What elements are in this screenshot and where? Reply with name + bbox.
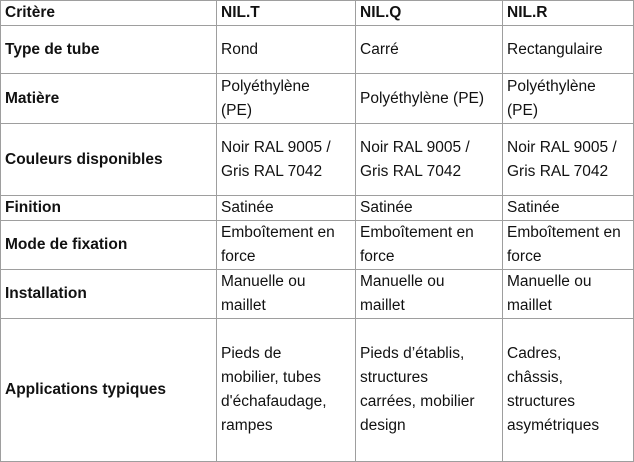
cell-nil-r: Satinée: [503, 196, 634, 221]
cell-nil-t: Noir RAL 9005 / Gris RAL 7042: [217, 124, 356, 196]
row-label: Installation: [1, 270, 217, 319]
cell-nil-t: Polyéthylène (PE): [217, 74, 356, 124]
cell-nil-r: Rectangulaire: [503, 26, 634, 74]
header-nil-t: NIL.T: [217, 1, 356, 26]
cell-nil-q: Manuelle ou maillet: [356, 270, 503, 319]
header-nil-r: NIL.R: [503, 1, 634, 26]
cell-nil-r: Polyéthylène (PE): [503, 74, 634, 124]
cell-nil-q: Noir RAL 9005 / Gris RAL 7042: [356, 124, 503, 196]
row-label: Mode de fixation: [1, 221, 217, 270]
header-nil-q: NIL.Q: [356, 1, 503, 26]
table-row-mode-de-fixation: [1, 221, 634, 270]
row-label: Matière: [1, 74, 217, 124]
table-row-couleurs-disponibles: [1, 124, 634, 196]
cell-nil-r: Cadres, châssis, structures asymétriques: [503, 319, 634, 462]
header-criterion: Critère: [1, 1, 217, 26]
table-row-matiere: [1, 74, 634, 124]
row-label: Finition: [1, 196, 217, 221]
cell-nil-t: Manuelle ou maillet: [217, 270, 356, 319]
table-row-installation: [1, 270, 634, 319]
table-row-finition: [1, 196, 634, 221]
row-label: Couleurs disponibles: [1, 124, 217, 196]
table-row-type-de-tube: [1, 26, 634, 74]
cell-nil-r: Manuelle ou maillet: [503, 270, 634, 319]
cell-nil-q: Polyéthylène (PE): [356, 74, 503, 124]
cell-nil-r: Emboîtement en force: [503, 221, 634, 270]
cell-nil-t: Emboîtement en force: [217, 221, 356, 270]
row-label: Applications typiques: [1, 319, 217, 462]
cell-nil-r: Noir RAL 9005 / Gris RAL 7042: [503, 124, 634, 196]
table-row-applications-typiques: [1, 319, 634, 462]
row-label: Type de tube: [1, 26, 217, 74]
cell-nil-q: Pieds d’établis, structures carrées, mobilier design: [356, 319, 503, 462]
cell-nil-t: Rond: [217, 26, 356, 74]
cell-nil-q: Carré: [356, 26, 503, 74]
cell-nil-q: Emboîtement en force: [356, 221, 503, 270]
cell-nil-t: Satinée: [217, 196, 356, 221]
cell-nil-t: Pieds de mobilier, tubes d'échafaudage, rampes: [217, 319, 356, 462]
cell-nil-q: Satinée: [356, 196, 503, 221]
table-header-row: [1, 1, 634, 26]
